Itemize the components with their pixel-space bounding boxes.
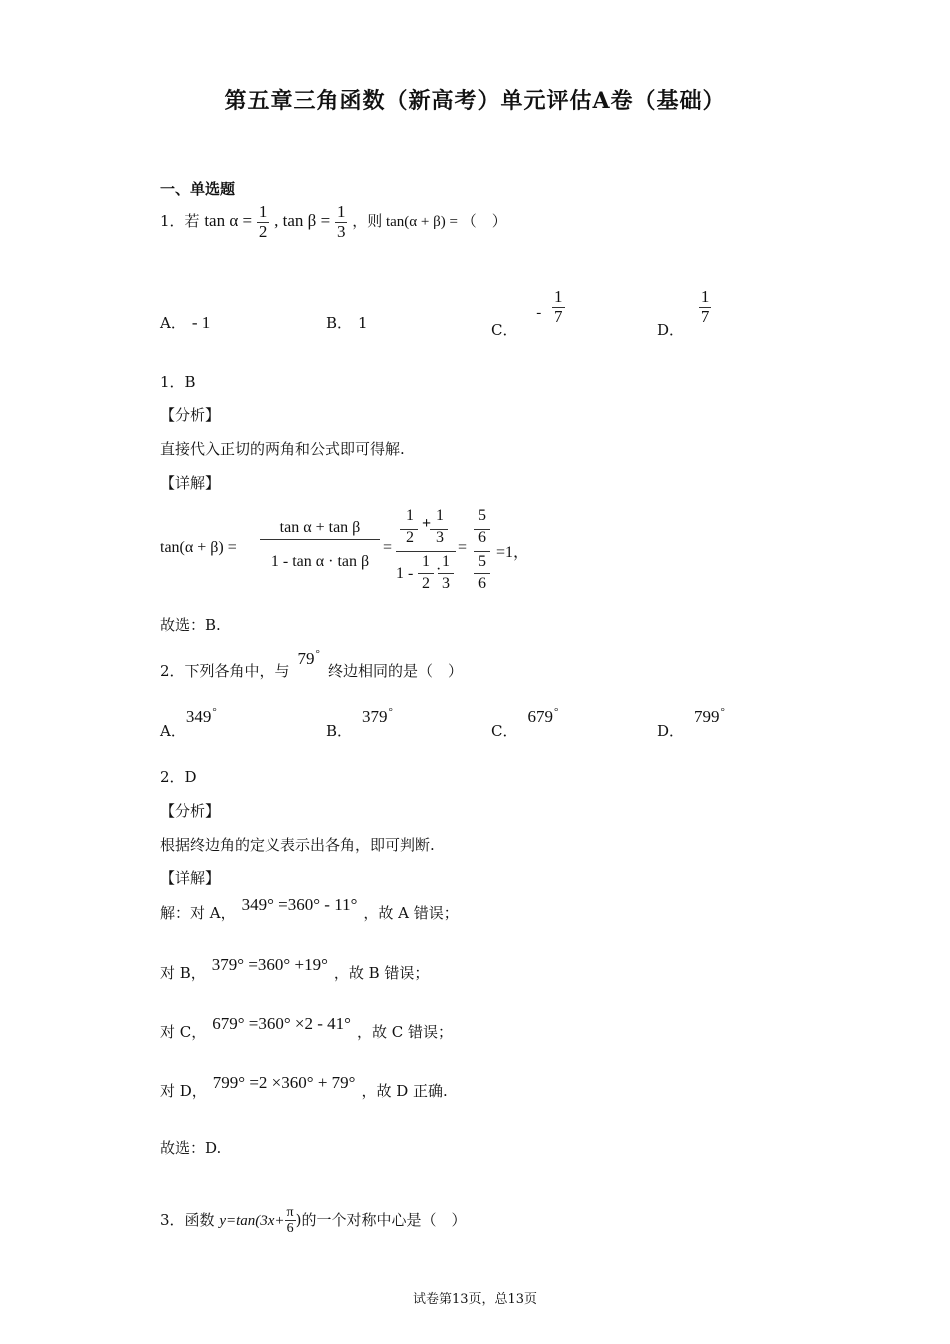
q1-formula-numerator: tan α + tan β <box>260 519 380 540</box>
q1-suffix: ，则 tan(α + β) = （ ） <box>352 214 507 231</box>
page-title: 第五章三角函数（新高考）单元评估A卷（基础） <box>224 88 726 114</box>
q2-answer: 2．D <box>160 768 197 786</box>
q1-formula-lhs: tan(α + β) = <box>160 539 237 556</box>
q1-compound-fraction: 1 2 + 1 3 1 - 1 2 · 1 3 <box>396 505 456 597</box>
q1-option-b: B． 1 <box>326 314 368 332</box>
q1-option-c: C． - $\frac{1}{7}$ <box>491 287 563 340</box>
question-3-stem: 3．函数 y=tan(3x+ $\frac{\pi}{6}$ )的一个对称中心是（ ） <box>160 1205 467 1237</box>
q2-analysis-heading: 【分析】 <box>160 802 221 820</box>
q2-choose: 故选：D. <box>160 1139 222 1157</box>
section-heading: 一、单选题 <box>160 180 236 198</box>
q1-prefix: 1．若 <box>160 212 200 231</box>
q1-option-a: A． - 1 <box>160 313 211 332</box>
q2-detail-b: 对 B， 379° =360° +19° ，故 B 错误； <box>160 955 430 982</box>
q1-alpha-fraction: $\frac{1}{2}$ <box>258 202 268 241</box>
q1-option-d: D． $\frac{1}{7}$ <box>657 287 710 340</box>
q1-analysis-heading: 【分析】 <box>160 406 221 424</box>
question-2-stem: 2．下列各角中，与79°终边相同的是（ ） <box>160 648 463 680</box>
q1-tan-beta: , tan β = <box>274 211 331 231</box>
page-footer: 试卷第13页，总13页 <box>412 1292 538 1307</box>
q1-formula-denominator: 1 - tan α · tan β <box>270 553 370 570</box>
question-1-stem <box>160 203 507 241</box>
q2-detail-d: 对 D， 799° =2 ×360° + 79° ，故 D 正确. <box>160 1073 448 1100</box>
q2-detail-heading: 【详解】 <box>160 869 221 887</box>
q2-option-d: D．799° <box>657 706 725 740</box>
q1-answer: 1．B <box>160 373 196 391</box>
q2-detail-c: 对 C， 679° =360° ×2 - 41° ，故 C 错误； <box>160 1014 453 1041</box>
q2-option-a: A．349° <box>160 706 217 740</box>
q1-tan-alpha: tan α = <box>204 211 253 231</box>
q1-result-fraction: 5 6 5 6 <box>474 505 494 597</box>
q2-detail-a: 解：对 A， 349° =360° - 11° ，故 A 错误； <box>160 895 459 922</box>
q1-beta-fraction: $\frac{1}{3}$ <box>336 202 346 241</box>
q2-option-c: C．679° <box>491 706 559 740</box>
q1-analysis-text: 直接代入正切的两角和公式即可得解. <box>160 440 405 458</box>
q1-formula-result: =1， <box>496 544 530 561</box>
q2-option-b: B．379° <box>326 706 393 740</box>
q1-choose: 故选：B. <box>160 616 221 634</box>
q1-detail-heading: 【详解】 <box>160 474 221 492</box>
q2-analysis-text: 根据终边角的定义表示出各角，即可判断. <box>160 836 435 854</box>
